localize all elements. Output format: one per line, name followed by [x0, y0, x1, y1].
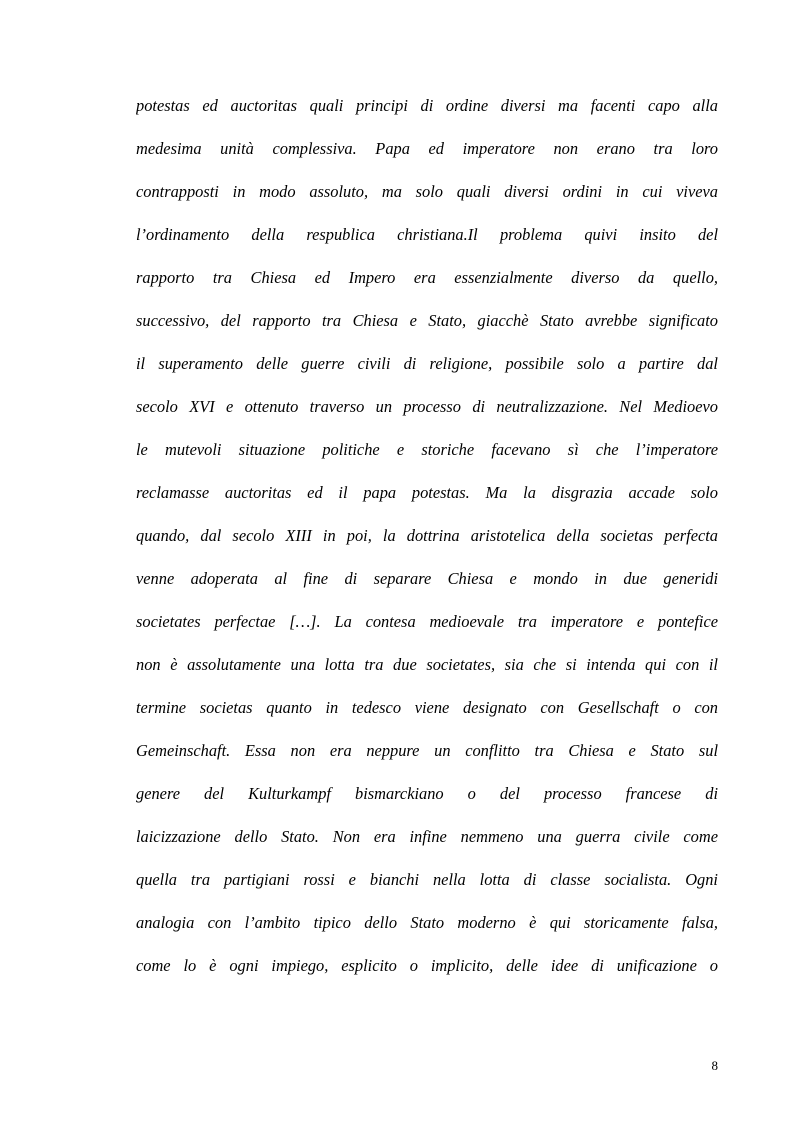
text-line: potestas ed auctoritas quali principi di ordine diversi ma facenti capo alla — [136, 96, 718, 115]
text-line: venne adoperata al fine di separare Chiesa e mondo in due generidi — [136, 569, 718, 588]
text-line: rapporto tra Chiesa ed Impero era essenzialmente diverso da quello, — [136, 268, 718, 287]
text-line: reclamasse auctoritas ed il papa potestas. Ma la disgrazia accade solo — [136, 483, 718, 502]
text-line: l’ordinamento della respublica christiana.Il problema quivi insito del — [136, 225, 718, 244]
text-line: societates perfectae […]. La contesa medioevale tra imperatore e pontefice — [136, 612, 718, 631]
text-line: come lo è ogni impiego, esplicito o implicito, delle idee di unificazione o — [136, 956, 718, 975]
text-line: quando, dal secolo XIII in poi, la dottrina aristotelica della societas perfecta — [136, 526, 718, 545]
text-line: il superamento delle guerre civili di religione, possibile solo a partire dal — [136, 354, 718, 373]
page-number: 8 — [711, 1058, 718, 1073]
text-line: le mutevoli situazione politiche e storiche facevano sì che l’imperatore — [136, 440, 718, 459]
text-line: successivo, del rapporto tra Chiesa e Stato, giacchè Stato avrebbe significato — [136, 311, 718, 330]
text-line: secolo XVI e ottenuto traverso un processo di neutralizzazione. Nel Medioevo — [136, 397, 718, 416]
text-line: Gemeinschaft. Essa non era neppure un conflitto tra Chiesa e Stato sul — [136, 741, 718, 760]
text-line: medesima unità complessiva. Papa ed imperatore non erano tra loro — [136, 139, 718, 158]
body-text — [136, 88, 718, 991]
text-line: non è assolutamente una lotta tra due societates, sia che si intenda qui con il — [136, 655, 718, 674]
text-line: laicizzazione dello Stato. Non era infine nemmeno una guerra civile come — [136, 827, 718, 846]
text-line: quella tra partigiani rossi e bianchi nella lotta di classe socialista. Ogni — [136, 870, 718, 889]
text-line: termine societas quanto in tedesco viene designato con Gesellschaft o con — [136, 698, 718, 717]
text-line: contrapposti in modo assoluto, ma solo quali diversi ordini in cui viveva — [136, 182, 718, 201]
text-line: analogia con l’ambito tipico dello Stato moderno è qui storicamente falsa, — [136, 913, 718, 932]
text-line: genere del Kulturkampf bismarckiano o del processo francese di — [136, 784, 718, 803]
